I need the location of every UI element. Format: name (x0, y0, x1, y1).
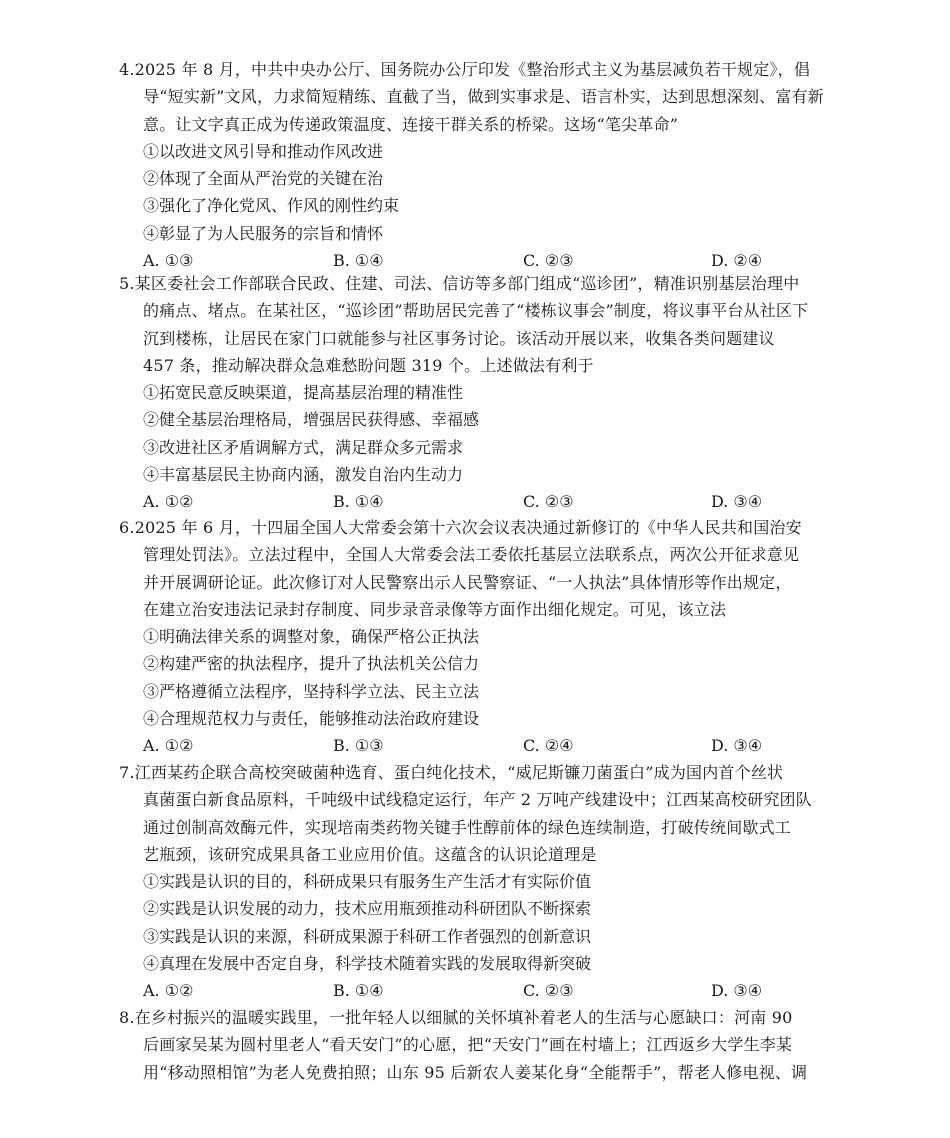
statement: ①实践是认识的目的，科研成果只有服务生产生活才有实际价值 (143, 872, 592, 892)
question-stem (0, 270, 950, 379)
statement: ④丰富基层民主协商内涵，激发自治内生动力 (143, 465, 464, 485)
statement: ②构建严密的执法程序，提升了执法机关公信力 (143, 654, 480, 674)
choice-a[interactable]: A. ①② (143, 736, 194, 756)
question-number: 7. (119, 763, 135, 782)
stem-line: 在建立治安违法记录封存制度、同步录音录像等方面作出细化规定。可见，该立法 (143, 599, 727, 619)
answer-choices (0, 977, 950, 1004)
question-number: 8. (119, 1008, 135, 1027)
stem-line: 意。让文字真正成为传递政策温度、连接干群关系的桥梁。这场“笔尖革命” (143, 114, 679, 134)
question-stem (0, 56, 950, 138)
choice-a[interactable]: A. ①② (143, 981, 194, 1001)
question-stem (0, 514, 950, 623)
statement-list (0, 138, 950, 247)
question-7 (0, 759, 950, 1005)
stem-line: 6.2025 年 6 月，十四届全国人大常委会第十六次会议表决通过新修订的《中华人民共和国治安 (119, 518, 802, 537)
question-6 (0, 514, 950, 760)
statement: ②健全基层治理格局，增强居民获得感、幸福感 (143, 410, 480, 430)
statement: ②实践是认识发展的动力，技术应用瓶颈推动科研团队不断探索 (143, 899, 592, 919)
stem-line: 用“移动照相馆”为老人免费拍照；山东 95 后新农人姜某化身“全能帮手”，帮老人修电视、调 (143, 1062, 808, 1082)
statement: ④合理规范权力与责任，能够推动法治政府建设 (143, 709, 480, 729)
statement: ①拓宽民意反映渠道，提高基层治理的精准性 (143, 383, 464, 403)
statement-list (0, 379, 950, 488)
stem-line: 的痛点、堵点。在某社区，“巡诊团”帮助居民完善了“楼栋议事会”制度，将议事平台从社区下 (143, 301, 809, 321)
choice-c[interactable]: C. ②③ (523, 251, 574, 271)
stem-line: 8.在乡村振兴的温暖实践里，一批年轻人以细腻的关怀填补着老人的生活与心愿缺口：河南 90 (119, 1008, 793, 1027)
statement: ④彰显了为人民服务的宗旨和情怀 (143, 223, 384, 243)
choice-d[interactable]: D. ②④ (711, 251, 763, 271)
statement: ③强化了净化党风、作风的刚性约束 (143, 196, 400, 216)
question-number: 4. (119, 60, 135, 79)
choice-a[interactable]: A. ①② (143, 492, 194, 512)
choice-d[interactable]: D. ③④ (711, 981, 763, 1001)
question-stem (0, 1004, 950, 1086)
choice-c[interactable]: C. ②③ (523, 492, 574, 512)
statement-list (0, 623, 950, 732)
stem-line: 4.2025 年 8 月，中共中央办公厅、国务院办公厅印发《整治形式主义为基层减负若干规定》，倡 (119, 60, 811, 79)
stem-line: 5.某区委社会工作部联合民政、住建、司法、信访等多部门组成“巡诊团”，精准识别基层治理中 (119, 274, 800, 293)
statement: ①以改进文风引导和推动作风改进 (143, 141, 384, 161)
stem-line: 后画家吴某为圆村里老人“看天安门”的心愿，把“天安门”画在村墙上；江西返乡大学生李某 (143, 1035, 793, 1055)
question-5 (0, 270, 950, 516)
statement: ②体现了全面从严治党的关键在治 (143, 169, 384, 189)
question-number: 6. (119, 518, 135, 537)
statement: ④真理在发展中否定自身，科学技术随着实践的发展取得新突破 (143, 954, 592, 974)
stem-line: 管理处罚法》。立法过程中，全国人大常委会法工委依托基层立法联系点，两次公开征求意见 (143, 545, 800, 565)
stem-line: 7.江西某药企联合高校突破菌种选育、蛋白纯化技术，“威尼斯镰刀菌蛋白”成为国内首个丝状 (119, 763, 784, 782)
statement: ①明确法律关系的调整对象，确保严格公正执法 (143, 627, 480, 647)
statement: ③实践是认识的来源，科研成果源于科研工作者强烈的创新意识 (143, 926, 592, 946)
stem-line: 沉到楼栋，让居民在家门口就能参与社区事务讨论。该活动开展以来，收集各类问题建议 (143, 328, 775, 348)
stem-line: 并开展调研论证。此次修订对人民警察出示人民警察证、“一人执法”具体情形等作出规定， (143, 572, 792, 592)
statement: ③严格遵循立法程序，坚持科学立法、民主立法 (143, 681, 480, 701)
question-8 (0, 1004, 950, 1086)
choice-b[interactable]: B. ①④ (333, 981, 384, 1001)
stem-line: 导“短实新”文风，力求简短精练、直截了当，做到实事求是、语言朴实，达到思想深刻、富有新 (143, 87, 824, 107)
choice-d[interactable]: D. ③④ (711, 736, 763, 756)
stem-line: 艺瓶颈，该研究成果具备工业应用价值。这蕴含的认识论道理是 (143, 844, 597, 864)
answer-choices (0, 488, 950, 515)
statement-list (0, 868, 950, 977)
statement: ③改进社区矛盾调解方式，满足群众多元需求 (143, 437, 464, 457)
choice-a[interactable]: A. ①③ (143, 251, 194, 271)
choice-c[interactable]: C. ②③ (523, 981, 574, 1001)
question-4 (0, 56, 950, 274)
stem-line: 真菌蛋白新食品原料，千吨级中试线稳定运行，年产 2 万吨产线建设中；江西某高校研究团队 (143, 790, 812, 810)
question-stem (0, 759, 950, 868)
choice-b[interactable]: B. ①③ (333, 736, 384, 756)
choice-b[interactable]: B. ①④ (333, 251, 384, 271)
answer-choices (0, 732, 950, 759)
choice-c[interactable]: C. ②④ (523, 736, 574, 756)
stem-line: 457 条，推动解决群众急难愁盼问题 319 个。上述做法有利于 (143, 355, 594, 375)
choice-d[interactable]: D. ③④ (711, 492, 763, 512)
choice-b[interactable]: B. ①④ (333, 492, 384, 512)
question-number: 5. (119, 274, 135, 293)
stem-line: 通过创制高效酶元件，实现培南类药物关键手性醇前体的绿色连续制造，打破传统间歇式工 (143, 817, 792, 837)
